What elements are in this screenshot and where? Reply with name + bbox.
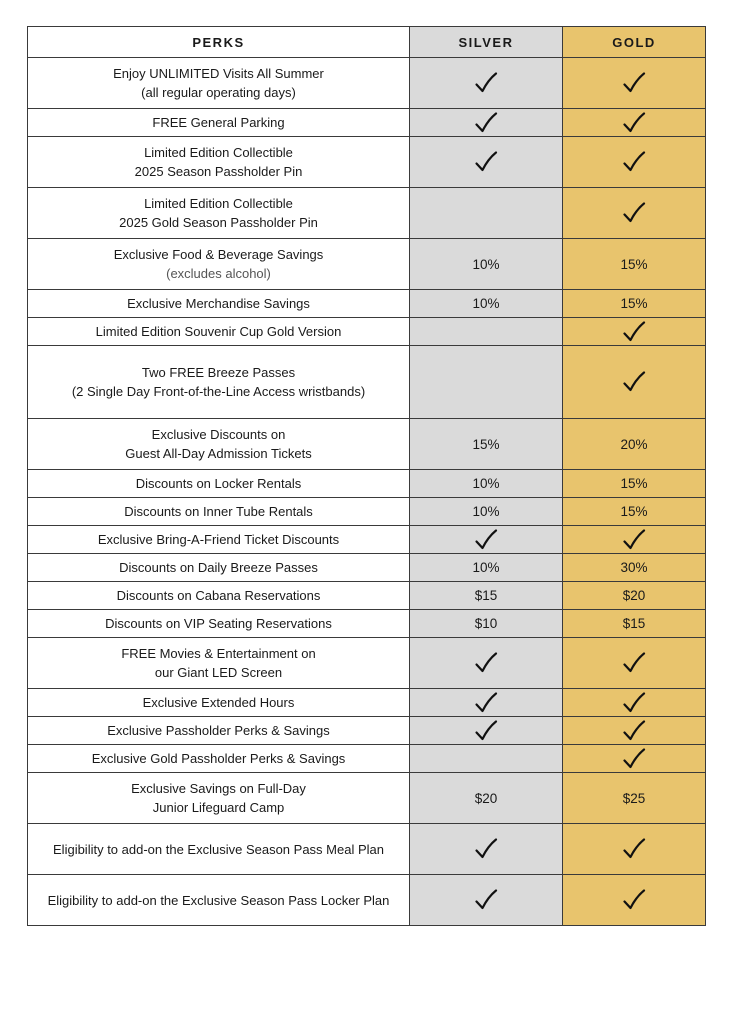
silver-empty-cell (410, 318, 563, 346)
perks-header: PERKS (28, 27, 410, 58)
gold-value: 15% (620, 296, 648, 311)
perk-text: 2025 Season Passholder Pin (134, 164, 303, 179)
perk-cell (28, 470, 410, 498)
gold-value-cell (563, 582, 706, 610)
table-row (28, 470, 706, 498)
perk-text: our Giant LED Screen (154, 665, 283, 680)
checkmark-icon (622, 370, 646, 394)
gold-value: 20% (620, 436, 648, 452)
perk-text: Eligibility to add-on the Exclusive Season Pass Meal Plan (53, 841, 384, 857)
gold-check-cell (563, 137, 706, 188)
perk-cell (28, 745, 410, 773)
table-row (28, 498, 706, 526)
gold-value-cell (563, 773, 706, 824)
perk-cell (28, 109, 410, 137)
table-row (28, 824, 706, 875)
gold-check-cell (563, 745, 706, 773)
gold-value-cell (563, 610, 706, 638)
checkmark-icon (622, 719, 646, 743)
checkmark-icon (622, 320, 646, 344)
gold-value: $25 (622, 790, 646, 806)
perk-text: Discounts on Daily Breeze Passes (119, 560, 318, 575)
perk-text: Exclusive Discounts on (151, 427, 286, 442)
perk-text: Limited Edition Souvenir Cup Gold Version (95, 324, 342, 339)
table-row (28, 582, 706, 610)
table-row (28, 137, 706, 188)
gold-value-cell (563, 239, 706, 290)
perk-text: Discounts on Inner Tube Rentals (124, 504, 313, 519)
perk-cell (28, 554, 410, 582)
checkmark-icon (474, 528, 498, 552)
perk-text: Exclusive Gold Passholder Perks & Savings (91, 751, 346, 766)
checkmark-icon (622, 201, 646, 225)
perk-text: 2025 Gold Season Passholder Pin (119, 215, 318, 230)
silver-check-cell (410, 689, 563, 717)
perk-text: FREE Movies & Entertainment on (121, 646, 316, 661)
perk-note: (excludes alcohol) (166, 266, 271, 281)
perk-text: Two FREE Breeze Passes (141, 365, 296, 380)
gold-value-cell (563, 498, 706, 526)
checkmark-icon (622, 837, 646, 861)
table-row (28, 526, 706, 554)
perk-cell (28, 498, 410, 526)
silver-check-cell (410, 109, 563, 137)
silver-value: $10 (474, 616, 498, 631)
table-row (28, 745, 706, 773)
gold-check-cell (563, 638, 706, 689)
checkmark-icon (474, 651, 498, 675)
silver-check-cell (410, 137, 563, 188)
silver-value-cell (410, 554, 563, 582)
table-header-row (28, 27, 706, 58)
gold-check-cell (563, 689, 706, 717)
perk-text: Exclusive Passholder Perks & Savings (107, 723, 330, 738)
perk-text: Exclusive Savings on Full-Day (131, 781, 306, 796)
gold-check-cell (563, 318, 706, 346)
perk-cell (28, 58, 410, 109)
checkmark-icon (622, 747, 646, 771)
checkmark-icon (474, 719, 498, 743)
perk-text: FREE General Parking (152, 115, 285, 130)
perk-cell (28, 610, 410, 638)
silver-value: 10% (472, 256, 500, 272)
silver-value-cell (410, 470, 563, 498)
checkmark-icon (622, 528, 646, 552)
gold-value-cell (563, 290, 706, 318)
gold-value: 15% (620, 256, 648, 272)
silver-check-cell (410, 526, 563, 554)
table-row (28, 610, 706, 638)
perk-cell (28, 773, 410, 824)
silver-check-cell (410, 638, 563, 689)
table-row (28, 638, 706, 689)
perk-text: Exclusive Extended Hours (142, 695, 295, 710)
gold-check-cell (563, 188, 706, 239)
silver-empty-cell (410, 745, 563, 773)
silver-value-cell (410, 610, 563, 638)
perk-text: Discounts on VIP Seating Reservations (105, 616, 332, 631)
perk-text: Eligibility to add-on the Exclusive Season Pass Locker Plan (47, 892, 390, 908)
checkmark-icon (622, 691, 646, 715)
perk-text: Enjoy UNLIMITED Visits All Summer (113, 66, 324, 81)
table-row (28, 188, 706, 239)
silver-value-cell (410, 582, 563, 610)
table-row (28, 689, 706, 717)
perk-cell (28, 824, 410, 875)
table-row (28, 419, 706, 470)
gold-check-cell (563, 109, 706, 137)
checkmark-icon (474, 691, 498, 715)
gold-value-cell (563, 470, 706, 498)
table-row (28, 318, 706, 346)
perk-cell (28, 638, 410, 689)
silver-value-cell (410, 773, 563, 824)
silver-check-cell (410, 824, 563, 875)
perk-cell (28, 188, 410, 239)
checkmark-icon (474, 837, 498, 861)
gold-value-cell (563, 419, 706, 470)
checkmark-icon (474, 888, 498, 912)
gold-check-cell (563, 875, 706, 926)
perks-comparison-table (27, 26, 706, 926)
table-row (28, 717, 706, 745)
perk-cell (28, 717, 410, 745)
perk-cell (28, 346, 410, 419)
perk-text: (all regular operating days) (141, 85, 296, 100)
perk-text: Exclusive Merchandise Savings (127, 296, 310, 311)
perk-cell (28, 290, 410, 318)
table-row (28, 773, 706, 824)
table-row (28, 554, 706, 582)
gold-value: $20 (622, 588, 646, 603)
silver-value: 10% (472, 296, 500, 311)
table-row (28, 875, 706, 926)
checkmark-icon (474, 111, 498, 135)
silver-value: 10% (472, 560, 500, 575)
perk-text: Junior Lifeguard Camp (152, 800, 285, 815)
perk-text: Discounts on Locker Rentals (135, 476, 302, 491)
perk-text: Limited Edition Collectible (144, 145, 293, 160)
silver-empty-cell (410, 346, 563, 419)
table-row (28, 109, 706, 137)
perk-cell (28, 419, 410, 470)
gold-check-cell (563, 526, 706, 554)
silver-value: 10% (472, 504, 500, 519)
table-row (28, 346, 706, 419)
silver-value-cell (410, 419, 563, 470)
silver-value-cell (410, 290, 563, 318)
checkmark-icon (622, 651, 646, 675)
perk-cell (28, 239, 410, 290)
perk-text: Guest All-Day Admission Tickets (125, 446, 312, 461)
checkmark-icon (622, 150, 646, 174)
perk-text: (2 Single Day Front-of-the-Line Access wristbands) (71, 384, 366, 399)
gold-value: 15% (620, 504, 648, 519)
gold-check-cell (563, 824, 706, 875)
gold-value: 30% (620, 560, 648, 575)
silver-check-cell (410, 875, 563, 926)
perk-cell (28, 582, 410, 610)
silver-value-cell (410, 239, 563, 290)
perk-cell (28, 137, 410, 188)
silver-empty-cell (410, 188, 563, 239)
gold-check-cell (563, 717, 706, 745)
checkmark-icon (622, 71, 646, 95)
perk-text: Exclusive Food & Beverage Savings (113, 247, 324, 262)
gold-header: GOLD (563, 27, 706, 58)
checkmark-icon (622, 111, 646, 135)
gold-value: 15% (620, 476, 648, 491)
silver-value: $15 (474, 588, 498, 603)
perk-cell (28, 875, 410, 926)
perk-cell (28, 526, 410, 554)
table-row (28, 239, 706, 290)
gold-check-cell (563, 346, 706, 419)
silver-value-cell (410, 498, 563, 526)
perk-text: Discounts on Cabana Reservations (116, 588, 321, 603)
gold-value-cell (563, 554, 706, 582)
silver-value: $20 (474, 790, 498, 806)
checkmark-icon (622, 888, 646, 912)
gold-check-cell (563, 58, 706, 109)
table-row (28, 290, 706, 318)
silver-check-cell (410, 717, 563, 745)
perk-cell (28, 689, 410, 717)
perk-text: Exclusive Bring-A-Friend Ticket Discounts (97, 532, 340, 547)
gold-value: $15 (622, 616, 646, 631)
silver-value: 15% (472, 436, 500, 452)
silver-value: 10% (472, 476, 500, 491)
silver-header: SILVER (410, 27, 563, 58)
perk-text: Limited Edition Collectible (144, 196, 293, 211)
checkmark-icon (474, 71, 498, 95)
checkmark-icon (474, 150, 498, 174)
perk-cell (28, 318, 410, 346)
table-row (28, 58, 706, 109)
silver-check-cell (410, 58, 563, 109)
